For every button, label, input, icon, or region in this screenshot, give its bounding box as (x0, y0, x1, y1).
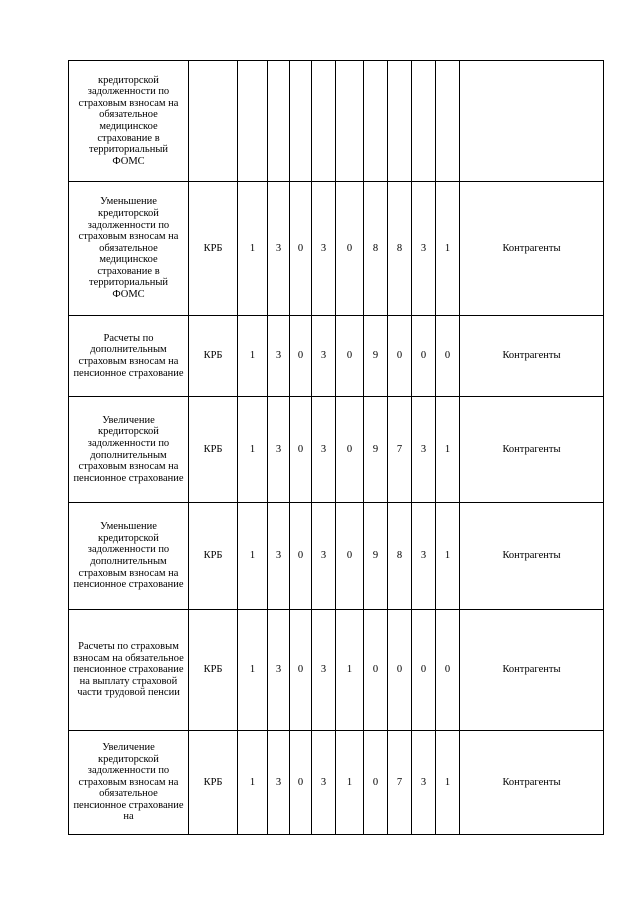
account-digit-cell: 1 (436, 731, 460, 835)
account-digit-cell: 1 (336, 610, 364, 731)
account-description-cell: Уменьшение кредиторской задолженности по дополнительным страховым взносам на пенсионное страхование (69, 503, 189, 610)
account-digit-cell: 9 (364, 503, 388, 610)
account-digit-cell: 3 (312, 182, 336, 316)
analytics-cell (460, 61, 604, 182)
analytics-cell: Контрагенты (460, 610, 604, 731)
account-description-cell: Увеличение кредиторской задолженности по страховым взносам на обязательное пенсионное страхование на (69, 731, 189, 835)
account-description-cell: Расчеты по страховым взносам на обязательное пенсионное страхование на выплату страховой части трудовой пенсии (69, 610, 189, 731)
table-row (69, 610, 604, 731)
table-row (69, 397, 604, 503)
account-digit-cell: 0 (336, 503, 364, 610)
account-digit-cell (268, 61, 290, 182)
table-row (69, 316, 604, 397)
code-type-cell: КРБ (189, 182, 238, 316)
account-description-cell: Увеличение кредиторской задолженности по дополнительным страховым взносам на пенсионное страхование (69, 397, 189, 503)
code-type-cell: КРБ (189, 397, 238, 503)
account-digit-cell: 9 (364, 397, 388, 503)
account-digit-cell: 8 (388, 182, 412, 316)
account-digit-cell: 1 (238, 316, 268, 397)
account-digit-cell (312, 61, 336, 182)
table-row (69, 731, 604, 835)
account-digit-cell: 1 (238, 503, 268, 610)
account-digit-cell (364, 61, 388, 182)
account-digit-cell: 7 (388, 731, 412, 835)
account-digit-cell: 0 (412, 316, 436, 397)
account-digit-cell: 0 (364, 610, 388, 731)
account-digit-cell (412, 61, 436, 182)
account-digit-cell: 0 (290, 610, 312, 731)
account-digit-cell (436, 61, 460, 182)
analytics-cell: Контрагенты (460, 182, 604, 316)
account-digit-cell: 1 (436, 503, 460, 610)
account-digit-cell: 0 (290, 397, 312, 503)
account-digit-cell: 1 (336, 731, 364, 835)
account-digit-cell: 0 (290, 731, 312, 835)
account-description-cell: Расчеты по дополнительным страховым взносам на пенсионное страхование (69, 316, 189, 397)
account-digit-cell: 0 (364, 731, 388, 835)
account-digit-cell: 0 (436, 316, 460, 397)
account-digit-cell: 0 (388, 610, 412, 731)
account-digit-cell: 3 (412, 731, 436, 835)
accounts-table (68, 60, 604, 835)
account-digit-cell: 1 (436, 182, 460, 316)
account-digit-cell: 0 (290, 316, 312, 397)
account-digit-cell (336, 61, 364, 182)
account-digit-cell: 1 (238, 397, 268, 503)
code-type-cell (189, 61, 238, 182)
account-digit-cell: 1 (238, 731, 268, 835)
account-digit-cell: 8 (364, 182, 388, 316)
account-digit-cell: 9 (364, 316, 388, 397)
table-row (69, 61, 604, 182)
account-digit-cell: 1 (238, 610, 268, 731)
account-digit-cell: 0 (412, 610, 436, 731)
account-digit-cell: 3 (312, 316, 336, 397)
table-body (69, 61, 604, 835)
analytics-cell: Контрагенты (460, 397, 604, 503)
account-digit-cell: 3 (412, 503, 436, 610)
table-row (69, 503, 604, 610)
account-digit-cell: 0 (336, 397, 364, 503)
analytics-cell: Контрагенты (460, 503, 604, 610)
table-row (69, 182, 604, 316)
account-digit-cell: 1 (436, 397, 460, 503)
account-digit-cell: 0 (388, 316, 412, 397)
code-type-cell: КРБ (189, 731, 238, 835)
account-digit-cell: 3 (268, 731, 290, 835)
account-digit-cell (238, 61, 268, 182)
account-digit-cell: 3 (312, 503, 336, 610)
account-digit-cell (290, 61, 312, 182)
account-digit-cell: 3 (268, 503, 290, 610)
account-description-cell: кредиторской задолженности по страховым взносам на обязательное медицинское страхование в территориальный ФОМС (69, 61, 189, 182)
account-digit-cell: 3 (412, 182, 436, 316)
analytics-cell: Контрагенты (460, 731, 604, 835)
account-digit-cell: 3 (312, 397, 336, 503)
account-digit-cell: 0 (290, 503, 312, 610)
account-description-cell: Уменьшение кредиторской задолженности по страховым взносам на обязательное медицинское страхование в территориальный ФОМС (69, 182, 189, 316)
code-type-cell: КРБ (189, 316, 238, 397)
code-type-cell: КРБ (189, 503, 238, 610)
account-digit-cell: 3 (312, 610, 336, 731)
account-digit-cell: 3 (268, 397, 290, 503)
account-digit-cell: 8 (388, 503, 412, 610)
account-digit-cell (388, 61, 412, 182)
analytics-cell: Контрагенты (460, 316, 604, 397)
account-digit-cell: 0 (436, 610, 460, 731)
account-digit-cell: 3 (268, 182, 290, 316)
account-digit-cell: 0 (336, 182, 364, 316)
account-digit-cell: 3 (268, 316, 290, 397)
account-digit-cell: 0 (336, 316, 364, 397)
account-digit-cell: 3 (412, 397, 436, 503)
code-type-cell: КРБ (189, 610, 238, 731)
account-digit-cell: 0 (290, 182, 312, 316)
account-digit-cell: 3 (268, 610, 290, 731)
account-digit-cell: 3 (312, 731, 336, 835)
account-digit-cell: 7 (388, 397, 412, 503)
account-digit-cell: 1 (238, 182, 268, 316)
